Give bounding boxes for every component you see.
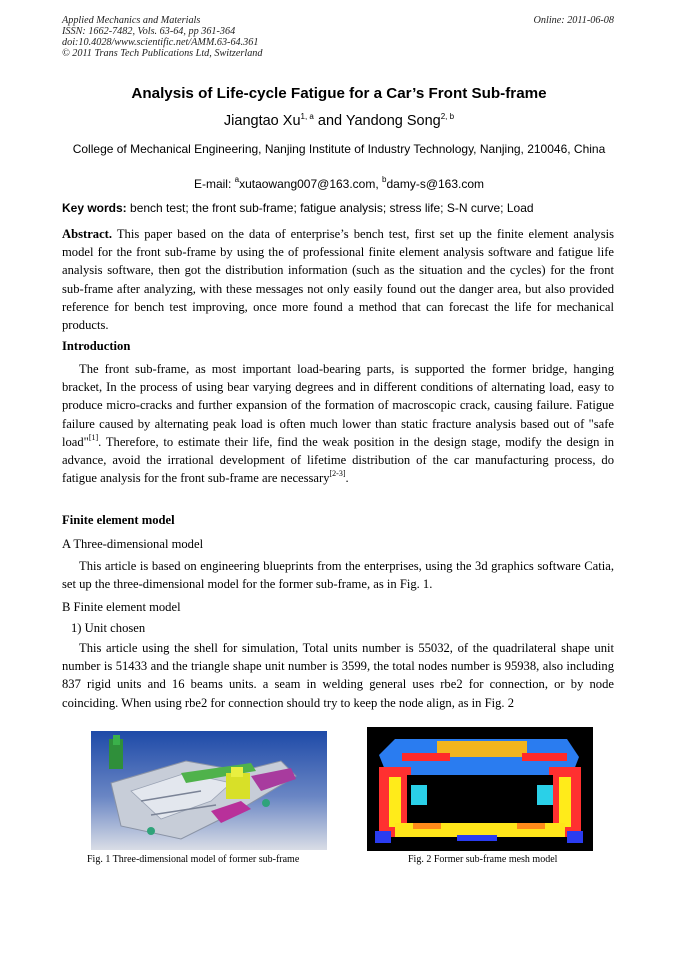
subsection-b1-heading: 1) Unit chosen (71, 621, 146, 635)
doi-line: doi:10.4028/www.scientific.net/AMM.63-64.361 (62, 37, 259, 48)
figure-1-image (91, 731, 327, 850)
figure-2-drawing (367, 727, 593, 851)
paper-title: Analysis of Life-cycle Fatigue for a Car’s Front Sub-frame (131, 85, 547, 102)
copyright-line: © 2011 Trans Tech Publications Ltd, Switzerland (62, 48, 263, 59)
author-1-sup: 1, a (300, 112, 314, 121)
subsection-a-heading: A Three-dimensional model (62, 537, 204, 551)
journal-name: Applied Mechanics and Materials (62, 15, 201, 26)
subsection-a-paragraph: This article is based on engineering blueprints from the enterprises, using the 3d graphics software Catia, set up the three-dimensional model for the former sub-frame, as in Fig. 1. (62, 559, 614, 592)
keywords-label: Key words: (62, 201, 127, 215)
subsection-b-heading: B Finite element model (62, 600, 181, 614)
subsection-b-paragraph: This article using the shell for simulation, Total units number is 55032, of the quadrilateral shape unit number is 51433 and the triangle shape unit number is 3599, the total nodes number is 95938, also including 837 rigid units and 16 beams units. a seam in welding general uses rbe2 for connection, or by node coinciding. When using rbe2 for connection should try to keep the node align, as in Fig. 2 (62, 641, 614, 710)
issn-line: ISSN: 1662-7482, Vols. 63-64, pp 361-364 (62, 26, 236, 37)
keywords (62, 201, 622, 215)
keywords-text: bench test; the front sub-frame; fatigue analysis; stress life; S-N curve; Load (126, 201, 534, 215)
author-line (0, 112, 678, 129)
abstract-label: Abstract. (62, 227, 113, 241)
figure-2-image (367, 727, 593, 851)
citation-1[interactable]: [1] (88, 432, 99, 442)
figure-1-drawing (91, 731, 327, 850)
email-a-sup: a (234, 175, 240, 184)
affiliation: College of Mechanical Engineering, Nanjing Institute of Industry Technology, Nanjing, 210046, China (72, 142, 606, 156)
running-header (62, 15, 262, 59)
email-a[interactable]: xutaowang007@163.com, (239, 177, 383, 191)
introduction-paragraph (62, 360, 614, 487)
email-label: E-mail: (193, 177, 235, 191)
figure-1-caption: Fig. 1 Three-dimensional model of former sub-frame (87, 854, 300, 865)
author-2-sup: 2, b (440, 112, 455, 121)
author-2: Yandong Song (345, 113, 441, 129)
abstract-text: This paper based on the data of enterprise’s bench test, first set up the finite element analysis model for the front sub-frame by using the of professional finite element analysis software and fatigue life analysis software, then got the distribution information (such as the situation and the cycles) for the front sub-frame after analyzing, with these messages not only easily found out the danger area, but also provided reference for bench test improving, once more found a method that can forecast the life for mechanical products. (62, 227, 614, 333)
email-b-sup: b (382, 175, 387, 184)
email-line (0, 175, 678, 191)
citation-2-3[interactable]: [2-3] (329, 469, 346, 479)
intro-text-1: The front sub-frame, as most important load-bearing parts, is supported the former bridge, hanging bracket, In the process of using bear varying degrees and in different conditions of alternating load, easy to produce micro-cracks and further expansion of the formation of macroscopic crack, causing failure. Fatigue failure caused by alternating peak load is often much lower than static fracture analysis based out of "safe load" (62, 362, 614, 449)
author-conjunction: and (313, 113, 346, 129)
intro-text-3: . (345, 471, 349, 486)
fem-heading: Finite element model (62, 513, 175, 527)
intro-text-2: . Therefore, to estimate their life, find the weak position in the design stage, modify the design in advance, avoid the irrational development of lifetime distribution of the car manufacturing process, do fatigue analysis for the front sub-frame are necessary (62, 434, 614, 486)
abstract (62, 225, 614, 334)
figure-2-caption: Fig. 2 Former sub-frame mesh model (408, 854, 558, 865)
author-1: Jiangtao Xu (223, 113, 301, 129)
email-b[interactable]: damy-s@163.com (386, 177, 485, 191)
introduction-heading: Introduction (62, 339, 131, 353)
online-date: Online: 2011-06-08 (533, 15, 614, 26)
